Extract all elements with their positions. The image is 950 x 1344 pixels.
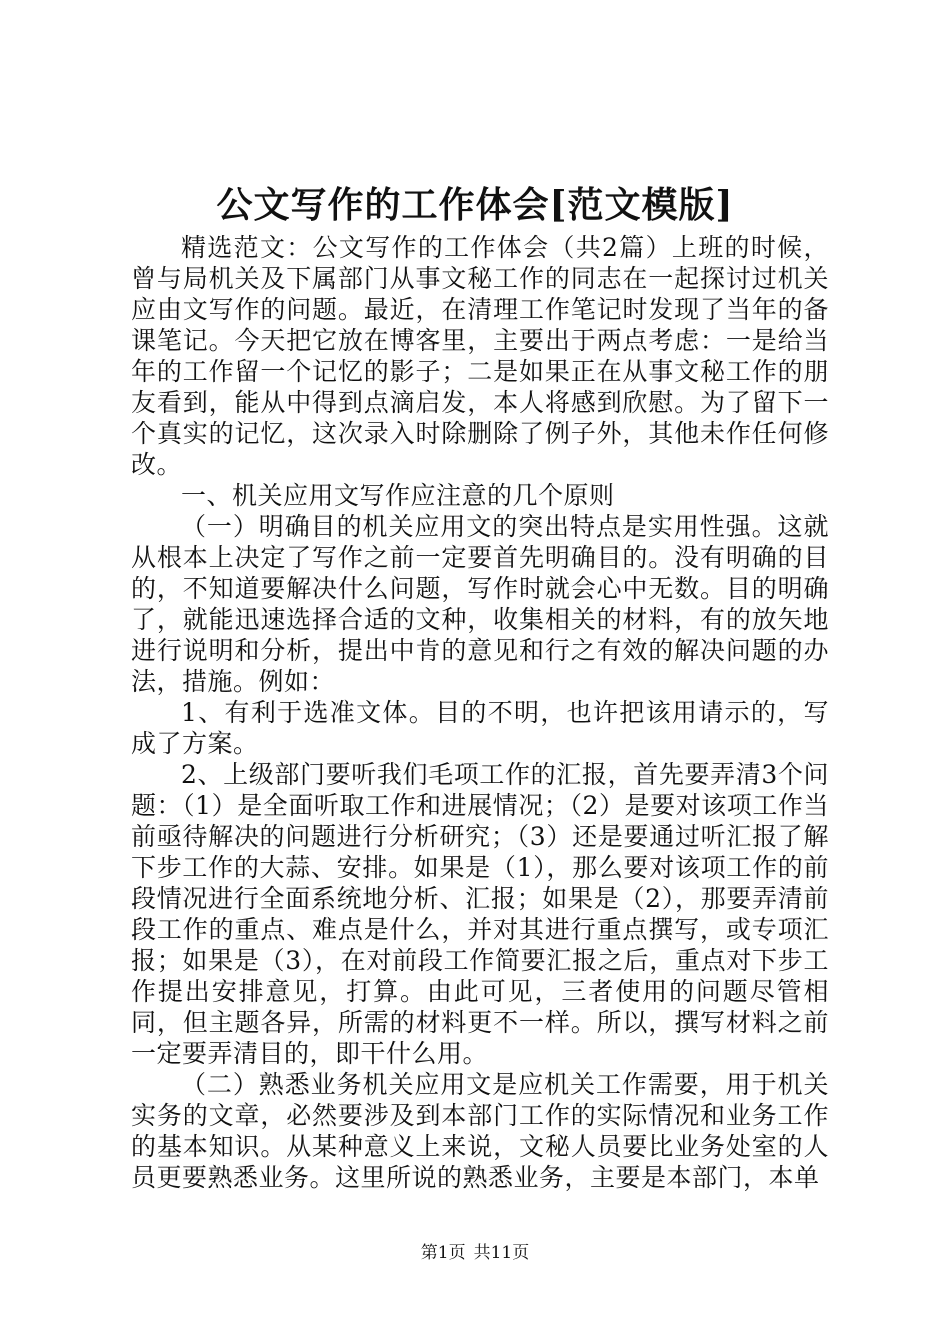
paragraph-item-two: 2、上级部门要听我们毛项工作的汇报，首先要弄清3个问题：（1）是全面听取工作和进展情况；（2）是要对该项工作当前亟待解决的问题进行分析研究；（3）还是要通过听汇报了解下步工作的大蒜、安排。如果是（1），那么要对该项工作的前段情况进行全面系统地分析、汇报；如果是（2），那要弄清前段工作的重点、难点是什么，并对其进行重点撰写，或专项汇报；如果是（3），在对前段工作简要汇报之后，重点对下步工作提出安排意见，打算。由此可见，三者使用的问题尽管相同，但主题各异，所需的材料更不一样。所以，撰写材料之前一定要弄清目的，即干什么用。: [131, 760, 829, 1068]
page-total: 共11页: [473, 1243, 530, 1263]
document-body: [131, 232, 829, 1193]
paragraph-principle-two: （二）熟悉业务机关应用文是应机关工作需要，用于机关实务的文章，必然要涉及到本部门工作的实际情况和业务工作的基本知识。从某种意义上来说，文秘人员要比业务处室的人员更要熟悉业务。这里所说的熟悉业务，主要是本部门，本单: [131, 1070, 829, 1192]
page-footer: [0, 1241, 950, 1265]
page-number: 第1页: [420, 1243, 466, 1263]
paragraph-principle-one: （一）明确目的机关应用文的突出特点是实用性强。这就从根本上决定了写作之前一定要首先明确目的。没有明确的目的，不知道要解决什么问题，写作时就会心中无数。目的明确了，就能迅速选择合适的文种，收集相关的材料，有的放矢地进行说明和分析，提出中肯的意见和行之有效的解决问题的办法，措施。例如：: [131, 512, 829, 696]
paragraph-intro: 精选范文：公文写作的工作体会（共2篇）上班的时候，曾与局机关及下属部门从事文秘工作的同志在一起探讨过机关应由文写作的问题。最近，在清理工作笔记时发现了当年的备课笔记。今天把它放在博客里，主要出于两点考虑：一是给当年的工作留一个记忆的影子；二是如果正在从事文秘工作的朋友看到，能从中得到点滴启发，本人将感到欣慰。为了留下一个真实的记忆，这次录入时除删除了例子外，其他未作任何修改。: [131, 233, 829, 479]
paragraph-item-one: 1、有利于选准文体。目的不明，也许把该用请示的，写成了方案。: [131, 698, 829, 758]
paragraph-section-heading: 一、机关应用文写作应注意的几个原则: [181, 481, 615, 510]
document-title: 公文写作的工作体会[范文模版]: [216, 184, 734, 226]
